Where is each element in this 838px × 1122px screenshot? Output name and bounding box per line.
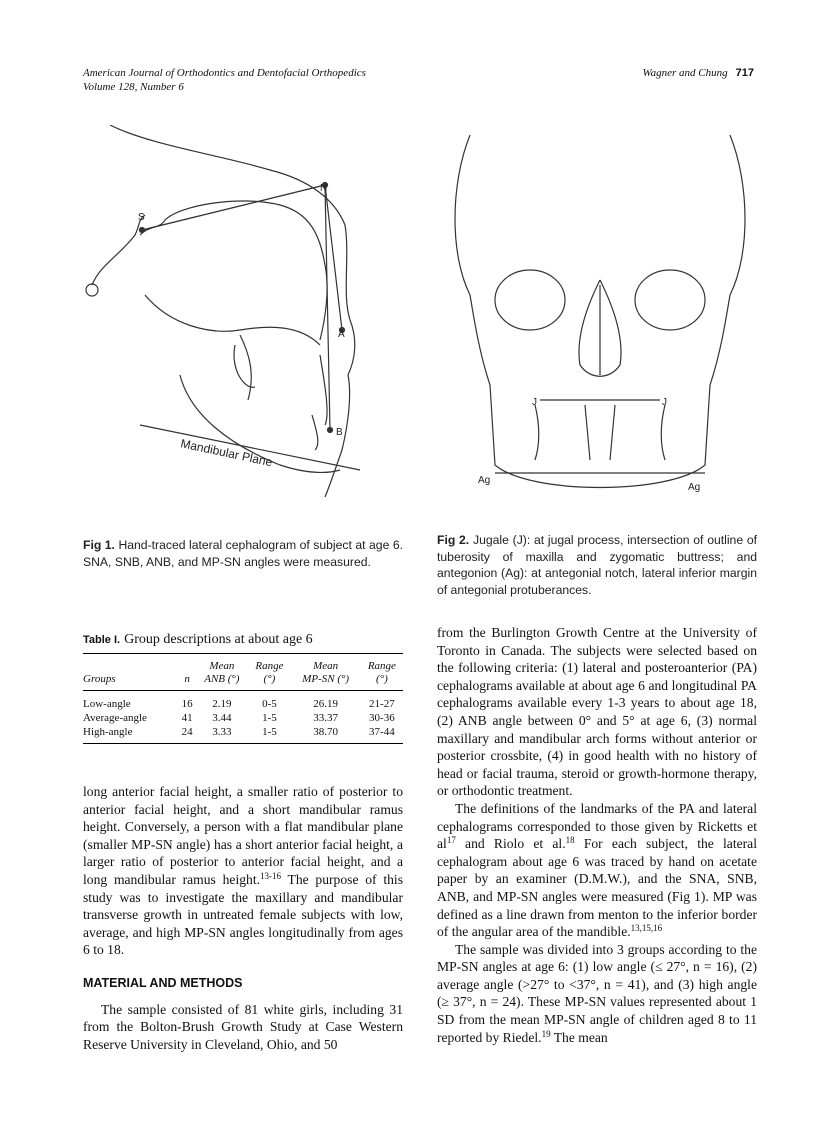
figure-1-caption-text: Hand-traced lateral cephalogram of subject at age 6. SNA, SNB, ANB, and MP-SN angles were measured. — [83, 538, 404, 569]
table-cell: Low-angle — [83, 698, 131, 710]
header-text: n — [184, 673, 190, 685]
table-header-row — [83, 654, 403, 691]
paragraph — [83, 1001, 403, 1054]
table-cell: High-angle — [83, 726, 133, 738]
figure-1-caption-label: Fig 1. — [83, 538, 115, 552]
journal-volume: Volume 128, Number 6 — [83, 81, 184, 93]
table-row — [83, 725, 403, 744]
landmark-J-left: J — [532, 397, 537, 408]
text-run: For each subject, the lateral cephalogram about age 6 was traced by hand on acetate paper by an examiner (D.M.W.), and the SNA, SNB, ANB, and MP-SN angles were measured (Fig 1). MP was defined as a line drawn from menton to the inferior border of the angular area of the mandible. — [437, 836, 757, 940]
column-header — [290, 654, 360, 691]
header-text: Mean — [313, 660, 339, 672]
citation-superscript: 18 — [565, 835, 575, 846]
header-text: Groups — [83, 673, 116, 685]
column-header — [248, 654, 290, 691]
text-run: The purpose of this study was to investigate the maxillary and mandibular transverse growth in untreated female subjects with low, average, and high MP-SN angles longitudinally from ages 6 to 18. — [83, 871, 403, 958]
text-run: The mean — [550, 1029, 608, 1045]
figure-2-caption — [437, 532, 757, 598]
figure-1-cephalogram — [80, 125, 410, 500]
table-label: Table I. — [83, 634, 121, 646]
landmark-S: S — [138, 212, 145, 223]
citation-superscript: 13,15,16 — [630, 923, 663, 934]
page-number: 717 — [735, 67, 754, 79]
table-cell: 30-36 — [369, 712, 395, 724]
table-cell: 37-44 — [369, 726, 395, 738]
column-header — [83, 654, 179, 691]
mandibular-plane-label: Mandibular Plane — [179, 436, 274, 470]
text-run: long anterior facial height, a smaller ratio of posterior to anterior facial height, and a short mandibular ramus height. Conversely, a person with a flat mandibular plane (smaller MP-SN angle) has a short anterior facial height, a larger ratio of posterior to anterior facial height, and a long mandibular ramus height. — [83, 784, 403, 887]
table-cell: 24 — [181, 726, 193, 738]
section-heading: MATERIAL AND METHODS — [83, 975, 243, 990]
table-cell: 26.19 — [313, 698, 338, 710]
header-text: ANB (°) — [204, 673, 240, 685]
table-cell: 0-5 — [262, 698, 277, 710]
table-cell: 21-27 — [369, 698, 395, 710]
table-cell: 1-5 — [262, 726, 277, 738]
citation-superscript: 19 — [541, 1028, 551, 1039]
table-cell: 3.44 — [212, 712, 232, 724]
text-run: The definitions of the landmarks of the PA and lateral cephalograms corresponded to those given by Ricketts et al — [437, 800, 757, 852]
table-row — [83, 711, 403, 725]
figure-1-caption — [83, 537, 403, 570]
landmark-J-right: J — [662, 397, 667, 408]
running-header-right — [642, 66, 754, 80]
figure-2-pa-cephalogram — [440, 125, 760, 500]
header-text: Range — [367, 660, 396, 672]
text-run: The sample was divided into 3 groups according to the MP-SN angles at age 6: (1) low angle (≤ 27°, n = 16), (2) average angle (>27° to <37°, n = 41), and (3) high angle (≥ 37°, n = 24). These MP-SN values represented about 1 SD from the mean MP-SN angle of children aged 8 to 11 reported by Riedel. — [437, 941, 757, 1045]
header-text: (°) — [376, 673, 388, 685]
column-header — [195, 654, 248, 691]
paragraph — [437, 941, 757, 1047]
table-title — [83, 632, 403, 648]
table-1 — [83, 632, 403, 744]
paragraph — [437, 624, 757, 800]
table-row — [83, 691, 403, 712]
left-column-text — [83, 783, 403, 1053]
header-text: Range — [255, 660, 284, 672]
authors: Wagner and Chung — [642, 67, 728, 79]
table-cell: 16 — [181, 698, 193, 710]
table-cell: 3.33 — [212, 726, 232, 738]
header-text: MP-SN (°) — [302, 673, 350, 685]
right-column-text — [437, 624, 757, 1046]
table-title-text: Group descriptions at about age 6 — [124, 632, 313, 647]
table-cell: 33.37 — [313, 712, 338, 724]
column-header — [361, 654, 403, 691]
table-cell: 2.19 — [212, 698, 232, 710]
table-cell: 1-5 — [262, 712, 277, 724]
journal-name: American Journal of Orthodontics and Dentofacial Orthopedics — [83, 67, 366, 79]
text-run: from the Burlington Growth Centre at the University of Toronto in Canada. The subjects were selected based on the following criteria: (1) lateral and posteroanterior (PA) cephalograms available at about age 6 and longitudinal PA cephalograms available every 1-3 years to about age 18, (2) ANB angle between 0° and 5° at age 6, (3) normal maxillary and mandibular arch forms without anterior or posterior crossbite, (4) in good health with no history of head or facial trauma, steroid or growth-hormone therapy, or orthodontic treatment. — [437, 625, 757, 799]
header-text: Mean — [209, 660, 235, 672]
table-body — [83, 691, 403, 744]
landmark-B: B — [336, 427, 343, 438]
header-text: (°) — [263, 673, 276, 685]
landmark-Ag-left: Ag — [478, 475, 491, 486]
table-cell: 41 — [181, 712, 193, 724]
figure-2-caption-label: Fig 2. — [437, 533, 470, 547]
table-cell: Average-angle — [83, 712, 147, 724]
paragraph — [83, 783, 403, 959]
citation-superscript: 13-16 — [260, 870, 281, 881]
figure-2-caption-text: Jugale (J): at jugal process, intersection of outline of tuberosity of maxilla and zygomatic buttress; and antegonion (Ag): at antegonial notch, lateral inferior margin of antegonial protuberances. — [437, 533, 758, 597]
landmark-Ag-right: Ag — [688, 482, 701, 493]
landmark-N: N — [320, 183, 328, 194]
text-run: The sample consisted of 81 white girls, including 31 from the Bolton-Brush Growth Study at Case Western Reserve University in Cleveland, Ohio, and 50 — [83, 1001, 403, 1052]
landmark-A: A — [338, 329, 345, 340]
paragraph — [437, 800, 757, 941]
table-cell: 38.70 — [313, 726, 338, 738]
running-header-left — [83, 66, 366, 94]
column-header — [179, 654, 196, 691]
citation-superscript: 17 — [446, 835, 456, 846]
text-run: and Riolo et al. — [455, 836, 566, 852]
